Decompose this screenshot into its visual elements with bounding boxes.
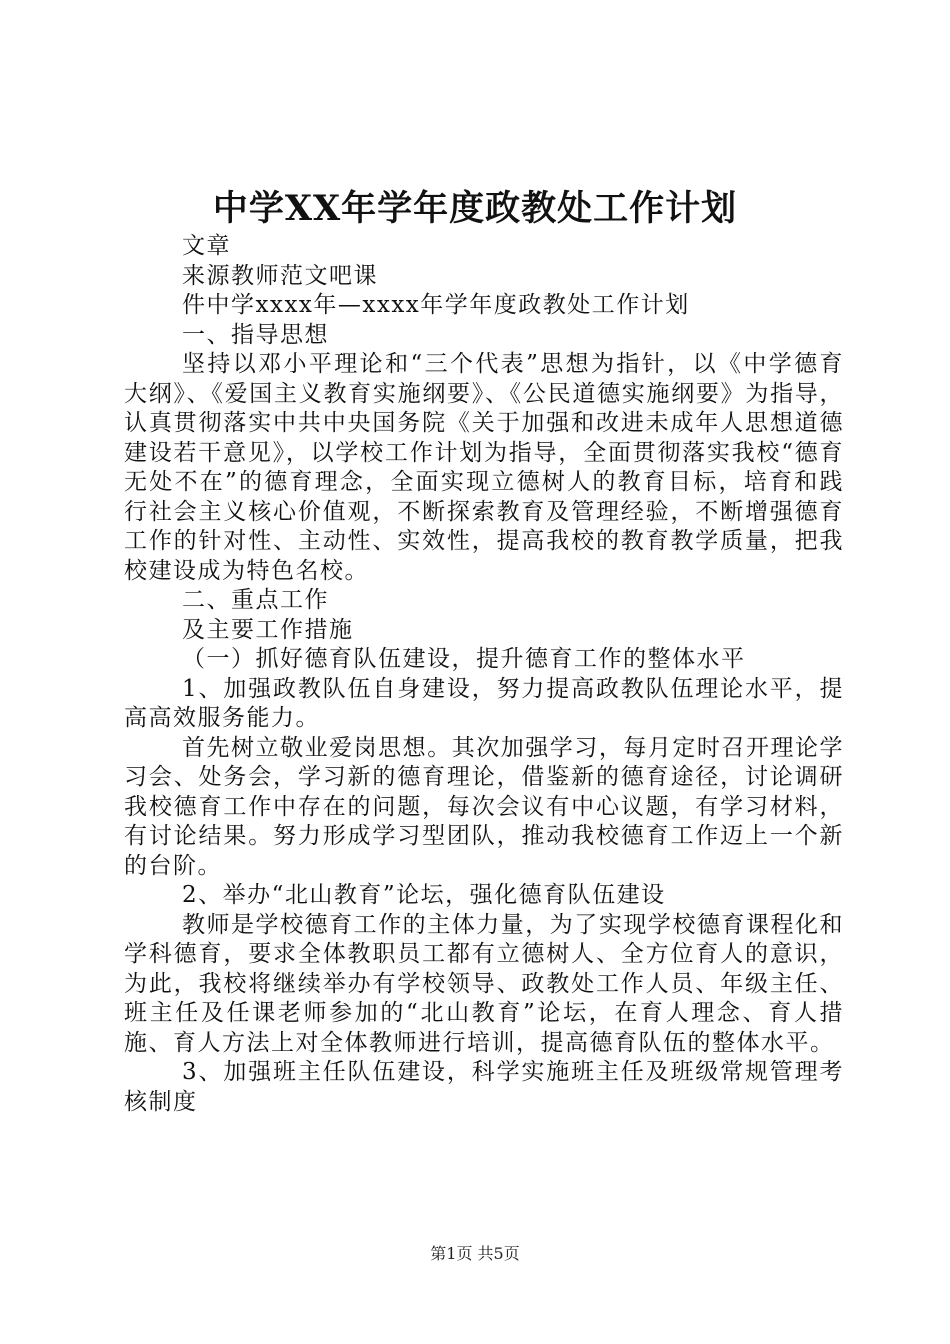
paragraph: 2、举办“北山教育”论坛，强化德育队伍建设	[182, 882, 666, 908]
page-number: 第1页 共5页	[430, 1244, 520, 1263]
section-heading: 二、重点工作	[182, 587, 329, 613]
paragraph: 1、加强政教队伍自身建设，努力提高政教队伍理论水平，提高高效服务能力。	[124, 675, 844, 731]
subsection-heading: （一）抓好德育队伍建设，提升德育工作的整体水平	[182, 646, 746, 672]
section-heading: 一、指导思想	[182, 321, 329, 348]
document-body	[124, 232, 844, 1117]
paragraph: 3、加强班主任队伍建设，科学实施班主任及班级常规管理考核制度	[124, 1059, 844, 1115]
paragraph: 文章	[182, 233, 231, 259]
paragraph: 来源教师范文吧课	[182, 262, 378, 289]
paragraph: 教师是学校德育工作的主体力量，为了实现学校德育课程化和学科德育，要求全体教职员工都有立德树人、全方位育人的意识，为此，我校将继续举办有学校领导、政教处工作人员、年级主任、班主任及任课老师参加的“北山教育”论坛，在育人理念、育人措施、育人方法上对全体教师进行培训，提高德育队伍的整体水平。	[124, 911, 844, 1056]
document-title: 中学XX年学年度政教处工作计划	[212, 188, 738, 229]
paragraph: 坚持以邓小平理论和“三个代表”思想为指针，以《中学德育大纲》、《爱国主义教育实施纲要》、《公民道德实施纲要》为指导，认真贯彻落实中共中央国务院《关于加强和改进未成年人思想道德建设若干意见》，以学校工作计划为指导，全面贯彻落实我校“德育无处不在”的德育理念，全面实现立德树人的教育目标，培育和践行社会主义核心价值观，不断探索教育及管理经验，不断增强德育工作的针对性、主动性、实效性，提高我校的教育教学质量，把我校建设成为特色名校。	[124, 351, 844, 584]
paragraph: 件中学xxxx年—xxxx年学年度政教处工作计划	[182, 292, 690, 318]
paragraph: 首先树立敬业爱岗思想。其次加强学习，每月定时召开理论学习会、处务会，学习新的德育理论，借鉴新的德育途径，讨论调研我校德育工作中存在的问题，每次会议有中心议题，有学习材料，有讨论结果。努力形成学习型团队，推动我校德育工作迈上一个新的台阶。	[124, 734, 844, 879]
paragraph: 及主要工作措施	[182, 616, 354, 643]
